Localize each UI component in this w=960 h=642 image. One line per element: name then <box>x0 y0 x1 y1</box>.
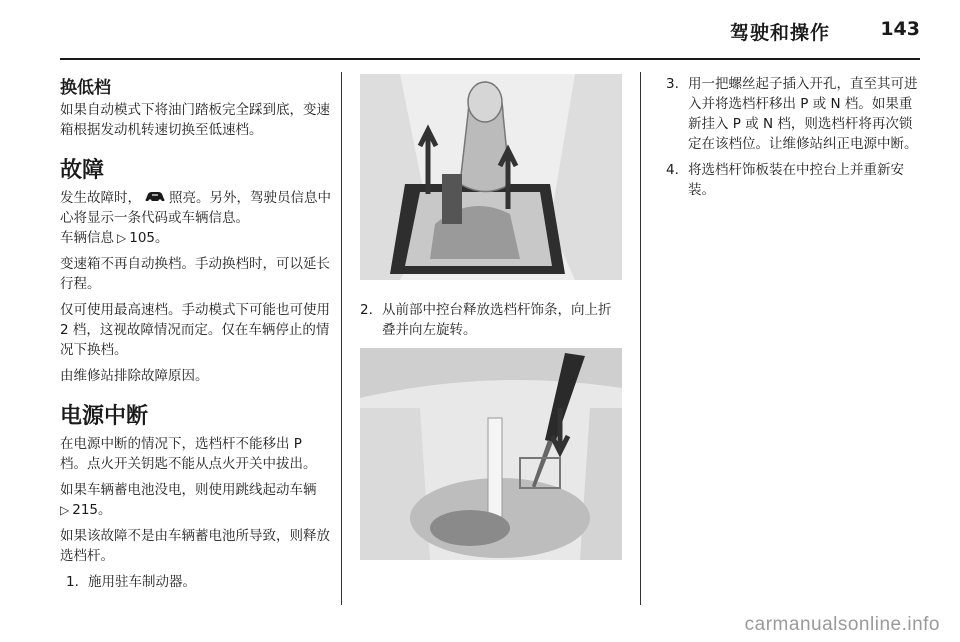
fault-paragraph-1: 发生故障时， 照亮。另外，驾驶员信息中心将显示一条代码或车辆信息。 车辆信息 ▷ 105。 <box>60 190 331 246</box>
fault-paragraph-2: 变速箱不再自动换档。手动换档时，可以延长行程。 <box>60 256 330 292</box>
heading-fault: 故障 <box>60 158 105 183</box>
power-paragraph-1: 在电源中断的情况下，选档杆不能移出 P 档。点火开关钥匙不能从点火开关中拔出。 <box>60 436 317 472</box>
column-divider-1 <box>341 72 342 605</box>
watermark: carmanualsonline.info <box>744 614 940 635</box>
page-number: 143 <box>880 18 920 40</box>
page-ref-icon: ▷ <box>117 231 127 245</box>
fault-paragraph-3: 仅可使用最高速档。手动模式下可能也可使用 2 档，这视故障情况而定。仅在车辆停止的情况下换档。 <box>60 302 330 358</box>
power-paragraph-3: 如果该故障不是由车辆蓄电池所导致，则释放选档杆。 <box>60 528 330 564</box>
step-3: 3. 用一把螺丝起子插入开孔，直至其可进入并将选档杆移出 P 或 N 档。如果重新挂入 P 或 N 档，则选档杆将再次锁定在该档位。让维修站纠正电源中断。 <box>666 76 918 152</box>
step-4: 4. 将选档杆饰板装在中控台上并重新安装。 <box>666 162 904 198</box>
power-paragraph-2: 如果车辆蓄电池没电，则使用跳线起动车辆 ▷ 215。 <box>60 482 317 518</box>
step-2: 2. 从前部中控台释放选档杆饰条，向上折叠并向左旋转。 <box>360 302 612 338</box>
page-ref-105[interactable]: 105。 <box>129 230 169 246</box>
column-divider-2 <box>640 72 641 605</box>
fault-paragraph-4: 由维修站排除故障原因。 <box>60 368 209 384</box>
screwdriver-illustration <box>360 348 622 560</box>
page-ref-icon: ▷ <box>60 503 70 517</box>
gear-lever-illustration <box>360 74 622 280</box>
page-ref-215[interactable]: 215。 <box>72 502 112 518</box>
downshift-text: 如果自动模式下将油门踏板完全踩到底，变速箱根据发动机转速切换至低速档。 <box>60 102 330 138</box>
column-middle <box>360 74 622 560</box>
column-left <box>60 74 332 598</box>
column-right <box>660 74 922 206</box>
heading-power-interruption: 电源中断 <box>60 404 149 429</box>
step-1: 1. 施用驻车制动器。 <box>66 574 196 590</box>
heading-downshift: 换低档 <box>60 78 111 98</box>
header-divider <box>60 58 920 60</box>
car-warning-icon <box>144 190 166 203</box>
chapter-title: 驾驶和操作 <box>729 22 830 44</box>
